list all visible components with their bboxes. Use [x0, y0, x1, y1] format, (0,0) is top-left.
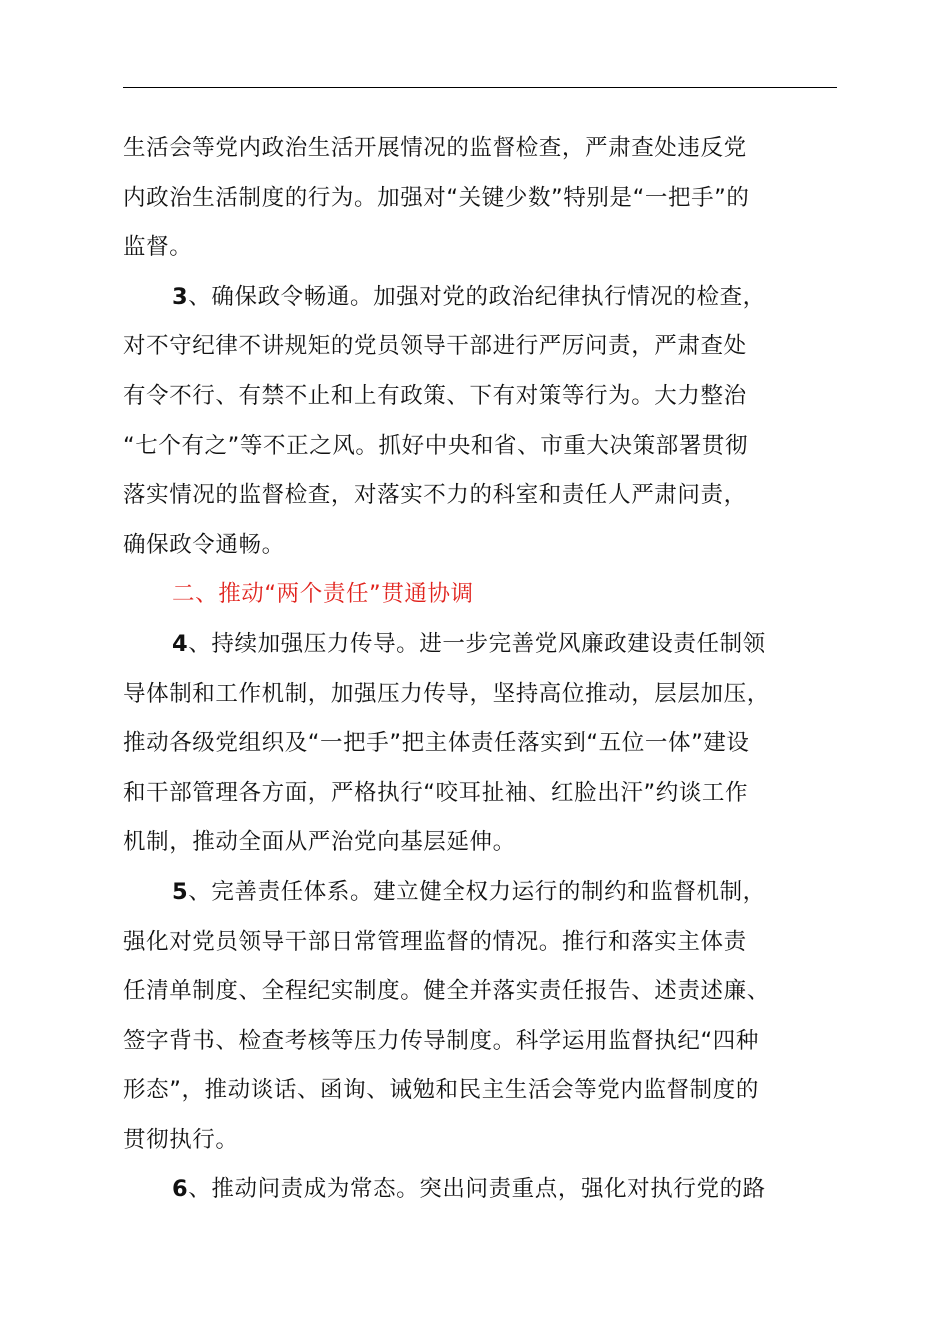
- text-line: 签字背书、检查考核等压力传导制度。科学运用监督执纪“四种: [123, 1027, 759, 1054]
- item-number: 5: [172, 878, 189, 905]
- text-line: 有令不行、有禁不止和上有政策、下有对策等行为。大力整治: [123, 382, 747, 409]
- text-line: 形态”，推动谈话、函询、诫勉和民主生活会等党内监督制度的: [123, 1077, 759, 1104]
- section-heading: 二、推动“两个责任”贯通协调: [172, 581, 474, 608]
- text-line: 任清单制度、全程纪实制度。健全并落实责任报告、述责述廉、: [123, 978, 770, 1005]
- text-line: “七个有之”等不正之风。抓好中央和省、市重大决策部署贯彻: [123, 432, 749, 459]
- line-text: 、确保政令畅通。加强对党的政治纪律执行情况的检查，: [188, 283, 766, 310]
- paragraph-5-start: [123, 868, 837, 918]
- paragraph-3-start: [123, 273, 837, 323]
- text-line: 强化对党员领导干部日常管理监督的情况。推行和落实主体责: [123, 928, 747, 955]
- text-line: 监督。: [123, 234, 193, 261]
- paragraph-4-start: [123, 620, 837, 670]
- text-line: 贯彻执行。: [123, 1126, 239, 1153]
- text-line: 导体制和工作机制，加强压力传导，坚持高位推动，层层加压，: [123, 680, 770, 707]
- text-line: 推动各级党组织及“一把手”把主体责任落实到“五位一体”建设: [123, 730, 750, 757]
- text-line: 和干部管理各方面，严格执行“咬耳扯袖、红脸出汗”约谈工作: [123, 779, 749, 806]
- line-text: 、推动问责成为常态。突出问责重点，强化对执行党的路: [188, 1176, 766, 1203]
- text-line: 对不守纪律不讲规矩的党员领导干部进行严厉问责，严肃查处: [123, 333, 747, 360]
- document-body: [123, 124, 837, 1215]
- item-number: 4: [172, 630, 189, 657]
- text-line: 落实情况的监督检查，对落实不力的科室和责任人严肃问责，: [123, 482, 747, 509]
- item-number: 3: [172, 283, 189, 310]
- text-line: 生活会等党内政治生活开展情况的监督检查，严肃查处违反党: [123, 135, 747, 161]
- item-number: 6: [172, 1176, 189, 1203]
- paragraph-6-start: [123, 1165, 837, 1215]
- header-rule: [123, 87, 837, 88]
- text-line: 内政治生活制度的行为。加强对“关键少数”特别是“一把手”的: [123, 184, 750, 211]
- line-text: 、持续加强压力传导。进一步完善党风廉政建设责任制领: [188, 630, 766, 657]
- line-text: 、完善责任体系。建立健全权力运行的制约和监督机制，: [188, 878, 766, 905]
- text-line: 确保政令通畅。: [123, 531, 285, 558]
- text-line: 机制，推动全面从严治党向基层延伸。: [123, 829, 516, 856]
